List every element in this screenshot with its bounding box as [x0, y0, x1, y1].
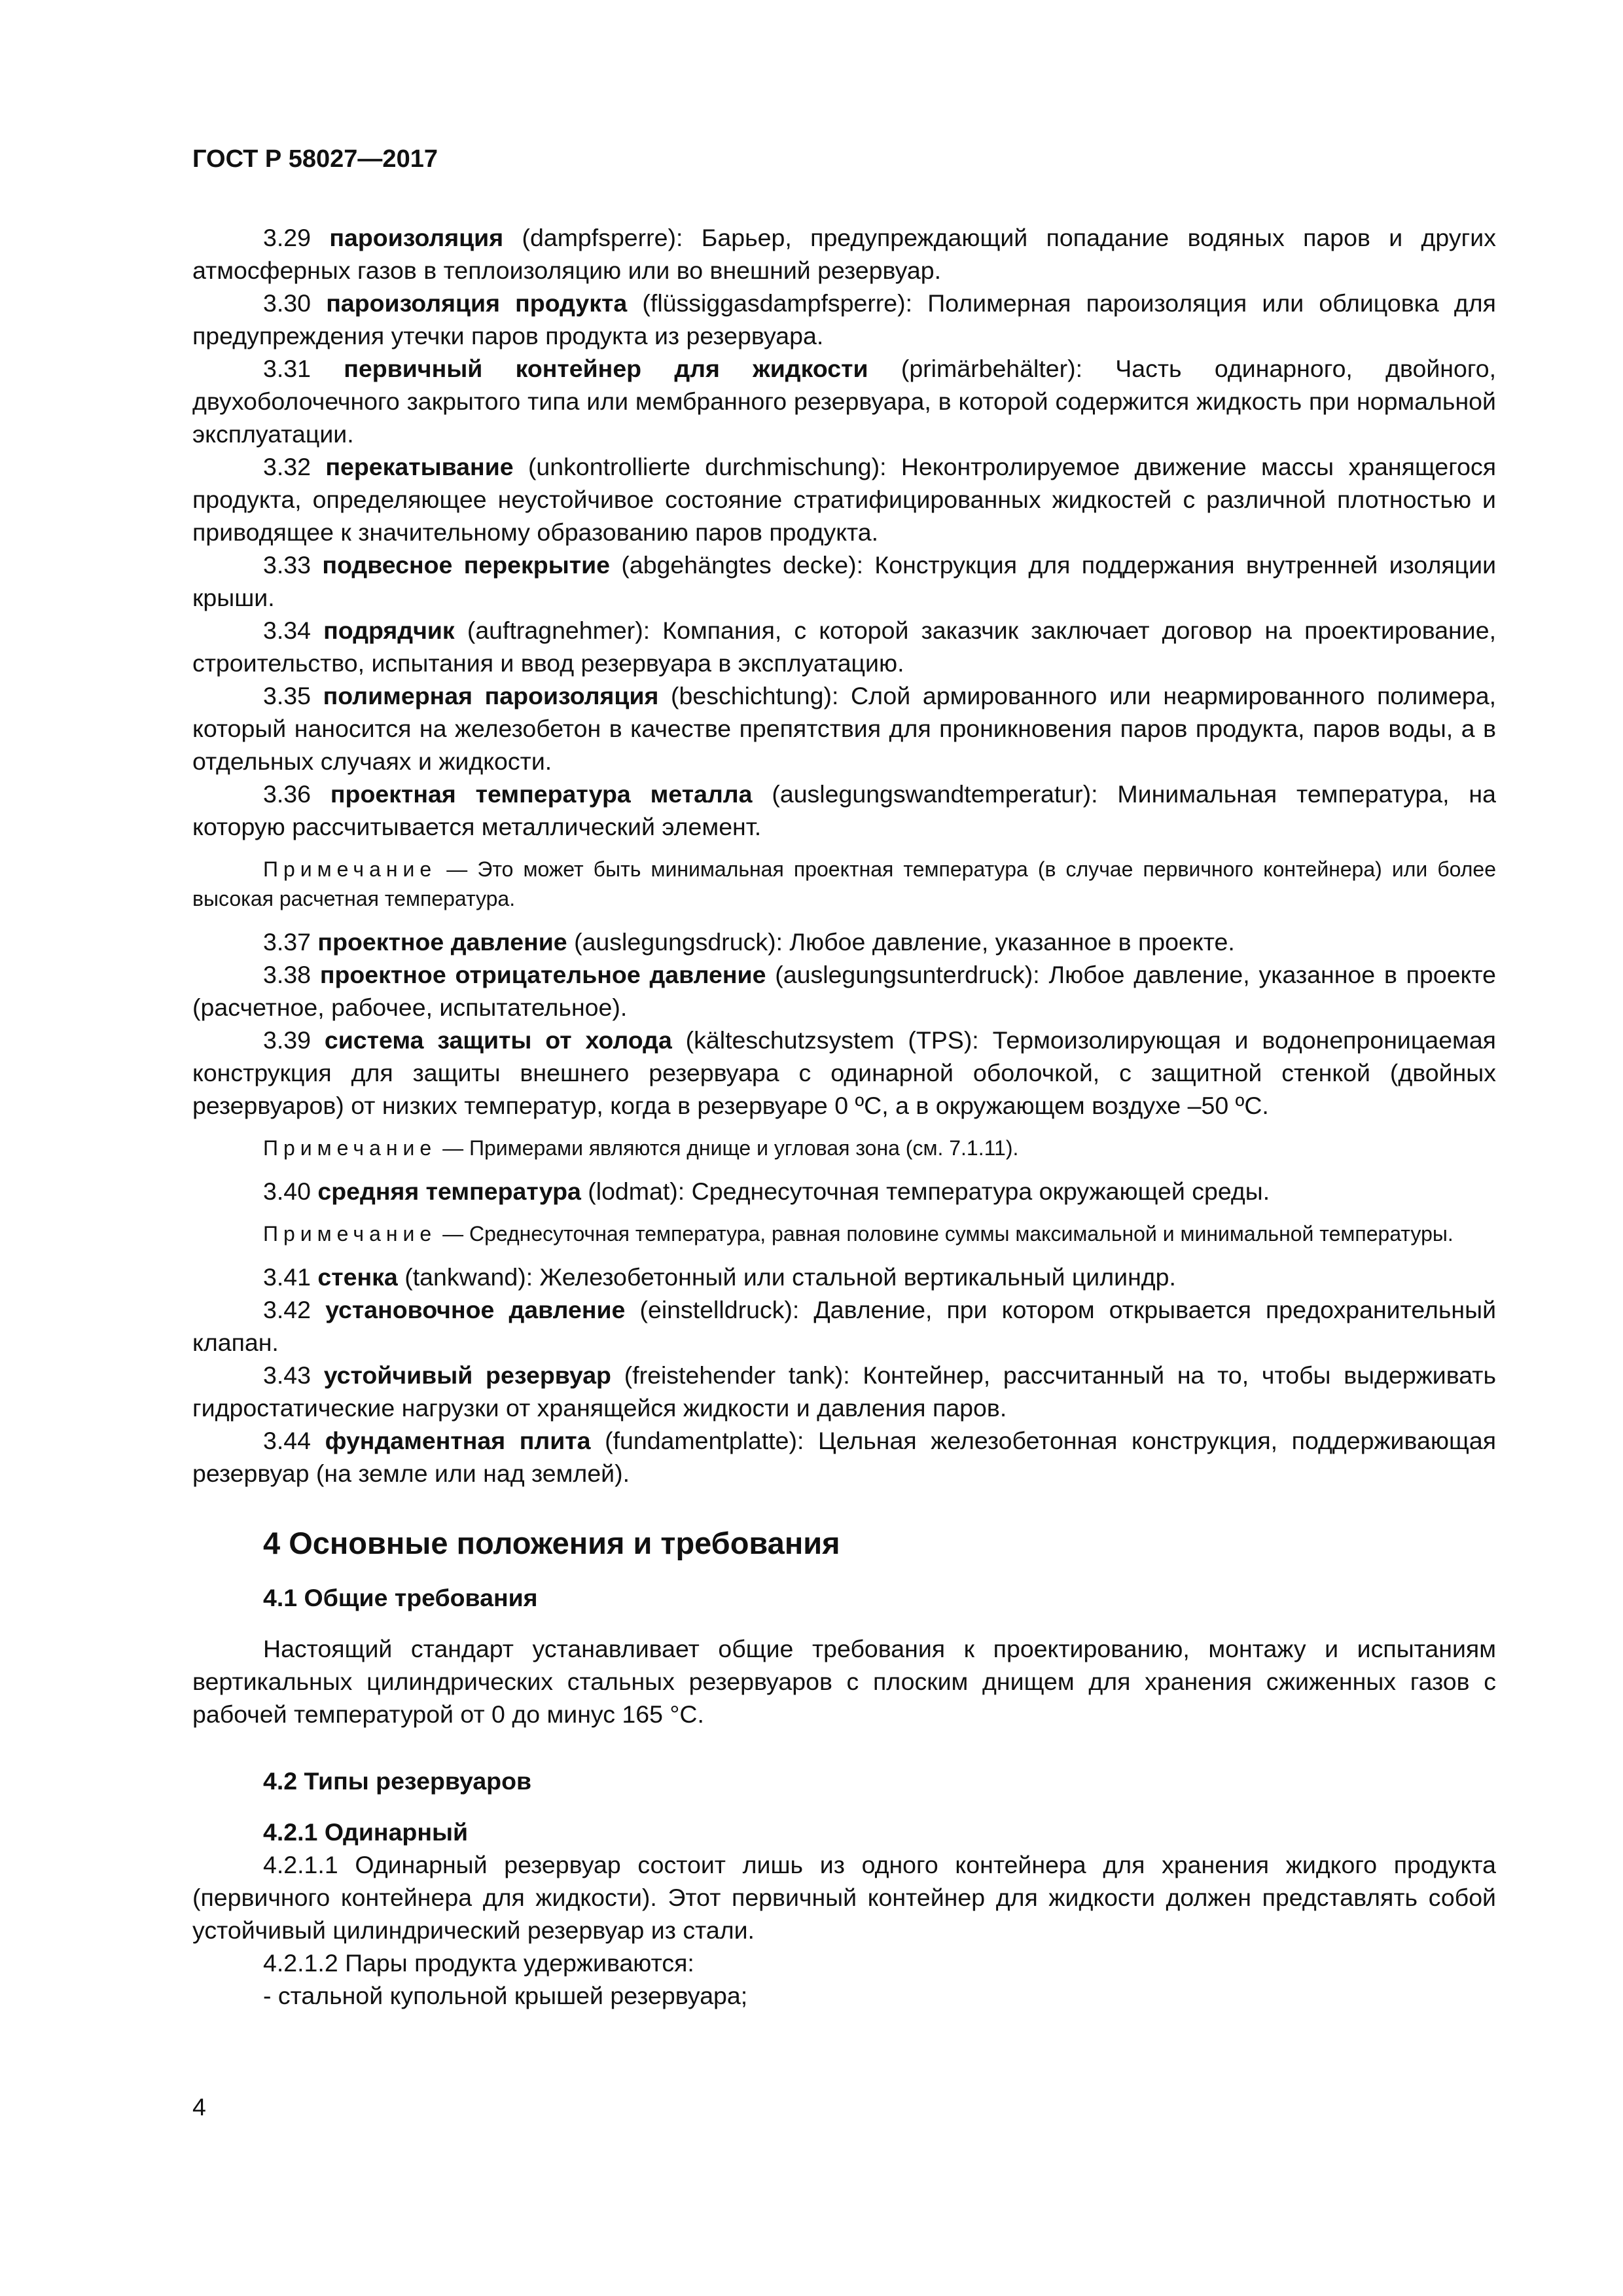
note-3-36: Примечание — Это может быть минимальная проектная температура (в случае первичного контейнера) или более высокая расчетная температура. [192, 857, 1496, 910]
term-3-34: 3.34 подрядчик (auftragnehmer): Компания, с которой заказчик заключает договор на проектирование, строительство, испытания и ввод резервуара в эксплуатацию. [192, 617, 1496, 677]
section-4-2-1-heading: 4.2.1 Одинарный [263, 1818, 469, 1846]
term-3-39: 3.39 система защиты от холода (kälteschutzsystem (TPS): Термоизолирующая и водонепроницаемая конструкция для защиты внешнего резервуара с одинарной оболочкой, с защитной стенкой (двойных резервуаров) от низких температур, когда в резервуаре 0 ºС, а в окружающем воздухе –50 ºС. [192, 1026, 1496, 1119]
term-3-36: 3.36 проектная температура металла (auslegungswandtemperatur): Минимальная температура, на которую рассчитывается металлический элемент. [192, 780, 1496, 840]
definitions-block [192, 221, 1496, 2012]
term-3-37: 3.37 проектное давление (auslegungsdruck): Любое давление, указанное в проекте. [263, 928, 1235, 956]
term-3-31: 3.31 первичный контейнер для жидкости (primärbehälter): Часть одинарного, двойного, двухоболочечного закрытого типа или мембранного резервуара, в которой содержится жидкость при нормальной эксплуатации. [192, 355, 1496, 448]
term-3-43: 3.43 устойчивый резервуар (freistehender tank): Контейнер, рассчитанный на то, чтобы выдерживать гидростатические нагрузки от хранящейся жидкости и давления паров. [192, 1361, 1496, 1422]
list-item: - стальной купольной крышей резервуара; [263, 1982, 748, 2009]
term-3-40: 3.40 средняя температура (lodmat): Среднесуточная температура окружающей среды. [263, 1177, 1270, 1205]
paragraph-4-2-1-2: 4.2.1.2 Пары продукта удерживаются: [263, 1949, 694, 1977]
term-3-30: 3.30 пароизоляция продукта (flüssiggasdampfsperre): Полимерная пароизоляция или облицовка для предупреждения утечки паров продукта из резервуара. [192, 289, 1496, 350]
term-3-38: 3.38 проектное отрицательное давление (auslegungsunterdruck): Любое давление, указанное в проекте (расчетное, рабочее, испытательное). [192, 961, 1496, 1021]
section-4-heading: 4 Основные положения и требования [263, 1526, 840, 1560]
section-4-2-heading: 4.2 Типы резервуаров [263, 1767, 532, 1795]
term-3-41: 3.41 стенка (tankwand): Железобетонный или стальной вертикальный цилиндр. [263, 1263, 1176, 1291]
term-3-44: 3.44 фундаментная плита (fundamentplatte): Цельная железобетонная конструкция, поддерживающая резервуар (на земле или над землей). [192, 1427, 1496, 1487]
page-number: 4 [192, 2093, 206, 2121]
paragraph-4-2-1-1: 4.2.1.1 Одинарный резервуар состоит лишь из одного контейнера для хранения жидкого продукта (первичного контейнера для жидкости). Этот первичный контейнер для жидкости должен представлять собой устойчивый цилиндрический резервуар из стали. [192, 1851, 1496, 1944]
section-4-1-heading: 4.1 Общие требования [263, 1584, 538, 1611]
term-3-33: 3.33 подвесное перекрытие (abgehängtes decke): Конструкция для поддержания внутренней изоляции крыши. [192, 551, 1497, 611]
term-3-29: 3.29 пароизоляция (dampfsperre): Барьер, предупреждающий попадание водяных паров и других атмосферных газов в теплоизоляцию или во внешний резервуар. [192, 224, 1496, 284]
term-3-32: 3.32 перекатывание (unkontrollierte durchmischung): Неконтролируемое движение массы хранящегося продукта, определяющее неустойчивое состояние стратифицированных жидкостей с различной плотностью и приводящее к значительному образованию паров продукта. [192, 453, 1496, 546]
term-3-42: 3.42 установочное давление (einstelldruck): Давление, при котором открывается предохранительный клапан. [192, 1296, 1497, 1356]
note-3-39: Примечание — Примерами являются днище и угловая зона (см. 7.1.11). [263, 1136, 1019, 1160]
note-3-40: Примечание — Среднесуточная температура, равная половине суммы максимальной и минимальной температуры. [263, 1222, 1454, 1246]
term-3-35: 3.35 полимерная пароизоляция (beschichtung): Слой армированного или неармированного полимера, который наносится на железобетон в качестве препятствия для проникновения паров продукта, паров воды, а в отдельных случаях и жидкости. [192, 682, 1497, 775]
section-4-1-text: Настоящий стандарт устанавливает общие требования к проектированию, монтажу и испытаниям вертикальных цилиндрических стальных резервуаров с плоским днищем для хранения сжиженных газов с рабочей температурой от 0 до минус 165 °С. [192, 1635, 1496, 1728]
document-code: ГОСТ Р 58027—2017 [192, 145, 438, 173]
